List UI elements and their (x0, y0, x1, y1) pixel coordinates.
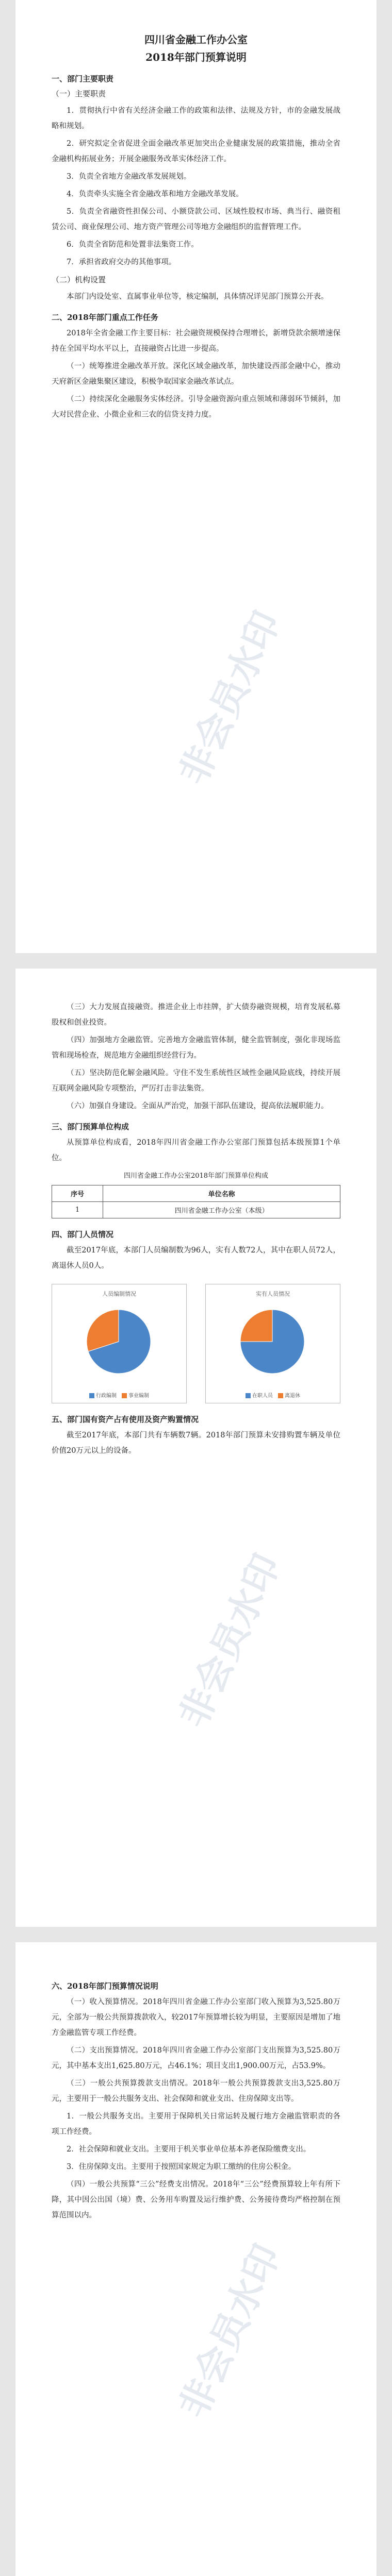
chart-title: 人员编制情况 (102, 1291, 136, 1297)
paragraph: （一）统筹推进金融改革开放。深化区域金融改革，加快建设西部金融中心，推动天府新区金融集聚区建设，积极争取国家金融改革试点。 (52, 362, 340, 386)
section-heading: 五、部门国有资产占有使用及资产购置情况 (52, 1415, 199, 1424)
paragraph: （二）支出预算情况。2018年四川省金融工作办公室部门支出预算为3,525.80万元，其中基本支出1,625.80万元，占46.1%；项目支出1,900.00万元，占53.9%。 (52, 2046, 340, 2070)
legend-item: 事业编制 (122, 1391, 149, 1399)
paragraph: 1．一般公共服务支出。主要用于保障机关日常运转及履行地方金融监管职责的各项工作经费。 (52, 2112, 340, 2136)
paragraph: （六）加强自身建设。全面从严治党，加强干部队伍建设，提高依法履职能力。 (67, 1102, 329, 1110)
pie-chart-1 (52, 1284, 187, 1403)
subsection-heading: （二）机构设置 (52, 275, 106, 284)
table-header-row (52, 1185, 340, 1202)
paragraph: （二）持续深化金融服务实体经济。引导金融资源向重点领域和薄弱环节倾斜，加大对民营企业、小微企业和三农的信贷支持力度。 (52, 395, 340, 419)
paragraph: 4．负责牵头实施全省金融改革和地方金融改革发展。 (67, 190, 243, 198)
paragraph: 3．住房保障支出。主要用于按照国家规定为职工缴纳的住房公积金。 (67, 2163, 296, 2171)
paragraph: （四）加强地方金融监管。完善地方金融监管体制，健全监管制度，强化非现场监管和现场检查，规范地方金融组织经营行为。 (52, 1036, 340, 1060)
document-page-2 (15, 969, 377, 1927)
paragraph: 2．社会保障和就业支出。主要用于机关事业单位基本养老保险缴费支出。 (67, 2145, 311, 2154)
paragraph: （五）坚决防范化解金融风险。守住不发生系统性区域性金融风险底线，持续开展互联网金融风险专项整治，严厉打击非法集资。 (52, 1069, 340, 1093)
paragraph: 1．贯彻执行中省有关经济金融工作的政策和法律、法规及方针，市的金融发展战略和规划。 (52, 107, 340, 130)
paragraph: 2．研究拟定全省促进全面金融改革更加突出企业健康发展的政策措施，推动全省金融机构拓展业务；开展金融服务改革实体经济工作。 (52, 140, 340, 163)
paragraph: 2018年全省金融工作主要目标：社会融资规模保持合理增长，新增贷款余额增速保持在全国平均水平以上，直接融资占比进一步提高。 (52, 329, 340, 353)
section-heading: 四、部门人员情况 (52, 1230, 114, 1239)
legend-item: 在职人员 (246, 1391, 273, 1399)
pie-chart-svg (206, 1298, 339, 1385)
section-heading: 一、部门主要职责 (52, 74, 114, 83)
paragraph: 6．负责全省防范和处置非法集资工作。 (67, 241, 199, 249)
doc-title-line1: 四川省金融工作办公室 (144, 33, 248, 46)
pie-chart-svg (52, 1298, 185, 1385)
table-caption: 四川省金融工作办公室2018年部门预算单位构成 (123, 1172, 269, 1180)
paragraph: 截至2017年底，本部门共有车辆数7辆。2018年部门预算未安排购置车辆及单位价值20万元以上的设备。 (52, 1431, 340, 1455)
watermark: 非会员水印 (171, 604, 289, 791)
chart-legend (52, 1391, 186, 1399)
paragraph: （三）一般公共预算拨款支出情况。2018年一般公共预算拨款支出3,525.80万元，主要用于一般公共服务支出、社会保障和就业支出、住房保障支出等。 (52, 2079, 340, 2103)
section-heading: 二、2018年部门重点工作任务 (52, 313, 158, 322)
watermark: 非会员水印 (171, 2238, 289, 2425)
chart-title: 实有人员情况 (256, 1291, 290, 1297)
table-row (52, 1202, 340, 1218)
table-header-cell: 单位名称 (103, 1185, 340, 1202)
table-cell: 1 (52, 1202, 103, 1218)
paragraph: 从预算单位构成看，2018年四川省金融工作办公室部门预算包括本级预算1个单位。 (52, 1139, 340, 1162)
paragraph: 3．负责全省地方金融改革发展规划。 (67, 173, 191, 181)
paragraph: （四）一般公共预算“三公”经费支出情况。2018年“三公”经费预算较上年有所下降，其中因公出国（境）费、公务用车购置及运行维护费、公务接待费均严格控制在预算范围以内。 (52, 2180, 340, 2219)
units-table (52, 1185, 340, 1218)
paragraph: 5．负责全省融资性担保公司、小额贷款公司、区域性股权市场、典当行、融资租赁公司、商业保理公司、地方资产管理公司等地方金融组织的监督管理工作。 (52, 208, 340, 231)
pie-chart-2 (205, 1284, 340, 1403)
paragraph: （一）收入预算情况。2018年四川省金融工作办公室部门收入预算为3,525.80万元，全部为一般公共预算拨款收入，较2017年预算增长较为明显，主要原因是增加了地方金融监管专项工作经费。 (52, 1998, 340, 2037)
watermark: 非会员水印 (171, 1547, 289, 1734)
document-page-1 (15, 0, 377, 953)
section-heading: 三、部门预算单位构成 (52, 1122, 129, 1131)
legend-item: 行政编制 (89, 1391, 117, 1399)
section-heading: 六、2018年部门预算情况说明 (52, 1981, 158, 1991)
paragraph: （三）大力发展直接融资。推进企业上市挂牌，扩大债券融资规模，培育发展私募股权和创业投资。 (52, 1003, 340, 1027)
paragraph: 本部门内设处室、直属事业单位等，核定编制，具体情况详见部门预算公开表。 (67, 293, 329, 301)
table-cell: 四川省金融工作办公室（本级） (103, 1202, 340, 1218)
pie-slice-离退休 (240, 1310, 272, 1342)
table-header-cell: 序号 (52, 1185, 103, 1202)
subsection-heading: （一）主要职责 (52, 89, 106, 98)
doc-title-line2: 2018年部门预算说明 (145, 51, 247, 63)
paragraph: 7．承担省政府交办的其他事项。 (67, 258, 176, 266)
chart-legend (206, 1391, 340, 1399)
paragraph: 截至2017年底，本部门人员编制数为96人，实有人数72人，其中在职人员72人，离退休人员0人。 (52, 1246, 340, 1270)
legend-item: 离退休 (278, 1391, 300, 1399)
charts-row (52, 1284, 340, 1403)
document-page-3 (15, 1942, 377, 2576)
